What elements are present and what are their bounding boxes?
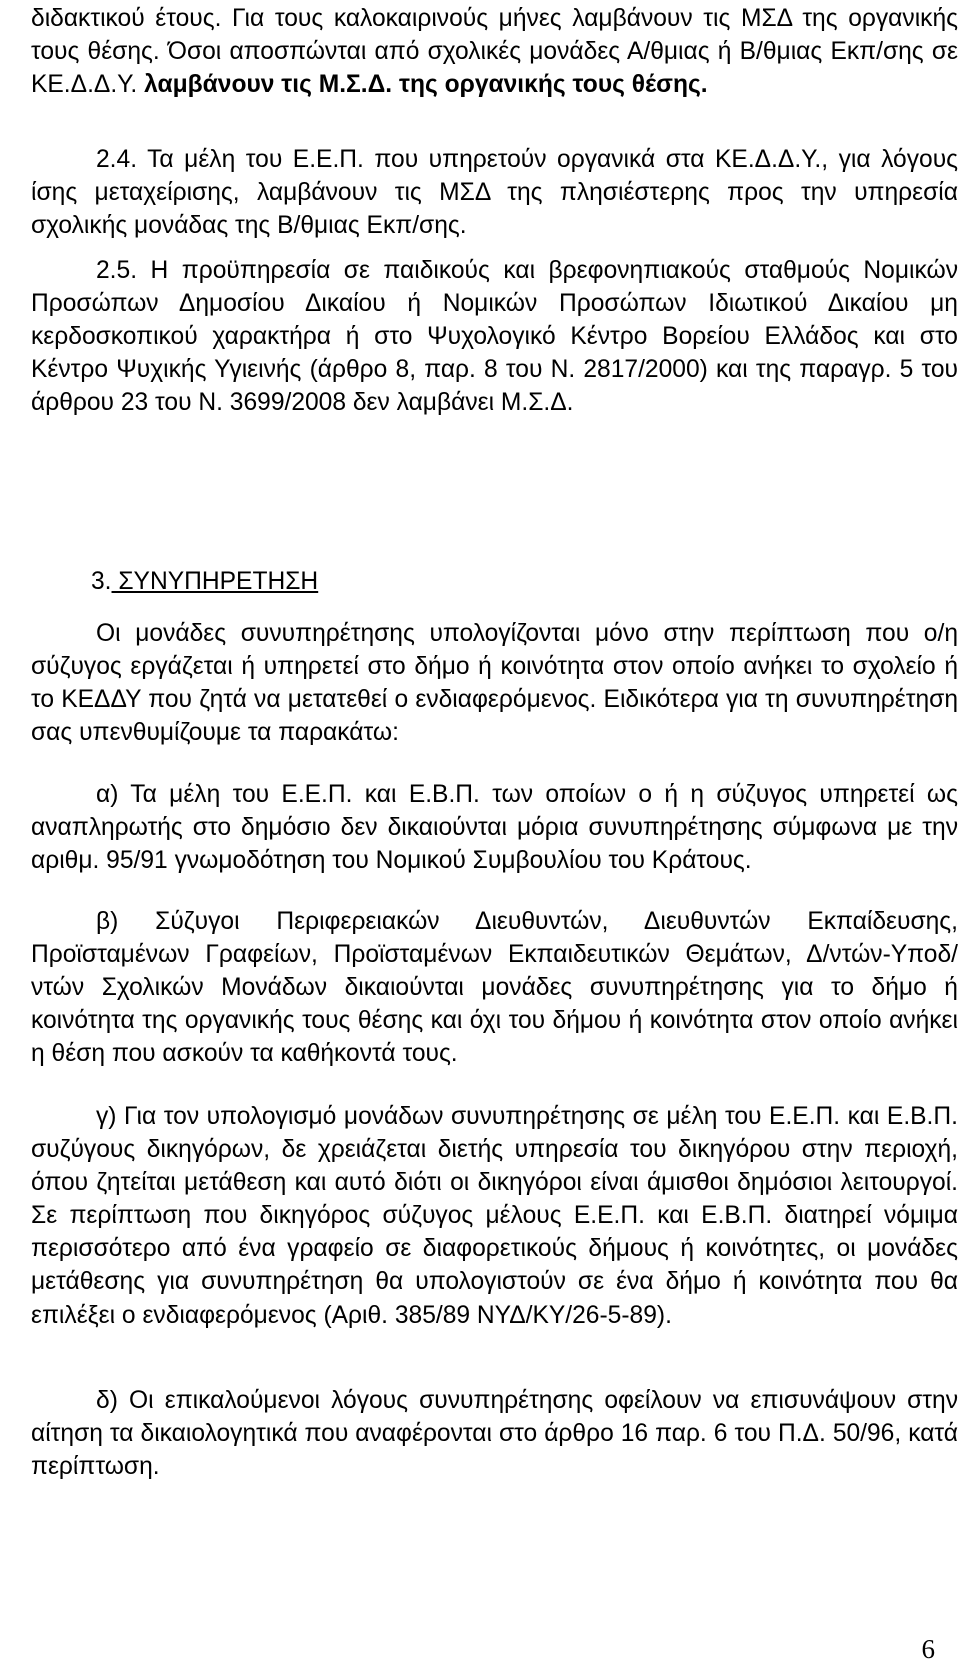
paragraph-beta: β) Σύζυγοι Περιφερειακών Διευθυντών, Διευθυντών Εκπαίδευσης, Προϊσταμένων Γραφείων, Προϊσταμένων Εκπαιδευτικών Θεμάτων, Δ/ντών-Υποδ/ντών Σχολικών Μονάδων δικαιούνται μονάδες συνυπηρέτησης για το δήμο ή κοινότητα της οργανικής τους θέσης και όχι του δήμου ή κοινότητα στον οποίο ανήκει η θέση που ασκούν τα καθήκοντά τους. — [31, 908, 958, 1068]
section-number: 3. — [91, 568, 112, 595]
page-number: 6 — [921, 1634, 935, 1664]
paragraph-gamma: γ) Για τον υπολογισμό μονάδων συνυπηρέτησης σε μέλη του Ε.Ε.Π. και Ε.Β.Π. συζύγους δικηγόρων, δε χρειάζεται διετής υπηρεσία του δικηγόρου στην περιοχή, όπου ζητείται μετάθεση και αυτό διότι οι δικηγόροι είναι άμισθοι δημόσιοι λειτουργοί. Σε περίπτωση που δικηγόρος σύζυγος μέλους Ε.Ε.Π. και Ε.Β.Π. διατηρεί νόμιμα περισσότερο από ένα γραφείο σε διαφορετικούς δήμους ή κοινότητες, οι μονάδες μετάθεσης για συνυπηρέτηση θα υπολογιστούν σε ένα δήμο ή κοινότητα που θα επιλέξει ο ενδιαφερόμενος (Αριθ. 385/89 ΝΥΔ/ΚΥ/26-5-89). — [31, 1103, 958, 1329]
paragraph-delta: δ) Οι επικαλούμενοι λόγους συνυπηρέτησης οφείλουν να επισυνάψουν στην αίτηση τα δικαιολογητικά που αναφέρονται στο άρθρο 16 παρ. 6 του Π.Δ. 50/96, κατά περίπτωση. — [31, 1387, 958, 1481]
section-heading — [91, 565, 318, 598]
paragraph-text: διδακτικού έτους. Για τους καλοκαιρινούς μήνες λαμβάνουν τις ΜΣΔ της οργανικής τους θέσης. Όσοι αποσπώνται από σχολικές μονάδες Α/θμιας ή Β/θμιας Εκπ/σης σε ΚΕ.Δ.Δ.Υ. — [31, 5, 958, 99]
paragraph-continuation — [31, 2, 958, 101]
bold-text: λαμβάνουν τις Μ.Σ.Δ. της οργανικής τους θέσης. — [144, 71, 708, 99]
paragraph-2-5: 2.5. Η προϋπηρεσία σε παιδικούς και βρεφονηπιακούς σταθμούς Νομικών Προσώπων Δημοσίου Δικαίου ή Νομικών Προσώπων Ιδιωτικού Δικαίου μη κερδοσκοπικού χαρακτήρα ή στο Ψυχολογικό Κέντρο Βορείου Ελλάδος και στο Κέντρο Ψυχικής Υγιεινής (άρθρο 8, παρ. 8 του Ν. 2817/2000) και της παραγρ. 5 του άρθρου 23 του Ν. 3699/2008 δεν λαμβάνει Μ.Σ.Δ. — [31, 257, 958, 417]
paragraph-intro: Οι μονάδες συνυπηρέτησης υπολογίζονται μόνο στην περίπτωση που ο/η σύζυγος εργάζεται ή υπηρετεί στο δήμο ή κοινότητα στον οποίο ανήκει το σχολείο ή το ΚΕΔΔΥ που ζητά να μετατεθεί ο ενδιαφερόμενος. Ειδικότερα για τη συνυπηρέτηση σας υπενθυμίζουμε τα παρακάτω: — [31, 620, 958, 747]
document-page — [31, 0, 959, 1678]
paragraph-2-4: 2.4. Τα μέλη του Ε.Ε.Π. που υπηρετούν οργανικά στα ΚΕ.Δ.Δ.Υ., για λόγους ίσης μεταχείρισης, λαμβάνουν τις ΜΣΔ της πλησιέστερης προς την υπηρεσία σχολικής μονάδας της Β/θμιας Εκπ/σης. — [31, 146, 958, 240]
section-title: ΣΥΝΥΠΗΡΕΤΗΣΗ — [111, 568, 319, 595]
paragraph-alpha: α) Τα μέλη του Ε.Ε.Π. και Ε.Β.Π. των οποίων ο ή η σύζυγος υπηρετεί ως αναπληρωτής στο δημόσιο δεν δικαιούνται μόρια συνυπηρέτησης σύμφωνα με την αριθμ. 95/91 γνωμοδότηση του Νομικού Συμβουλίου του Κράτους. — [31, 781, 958, 875]
